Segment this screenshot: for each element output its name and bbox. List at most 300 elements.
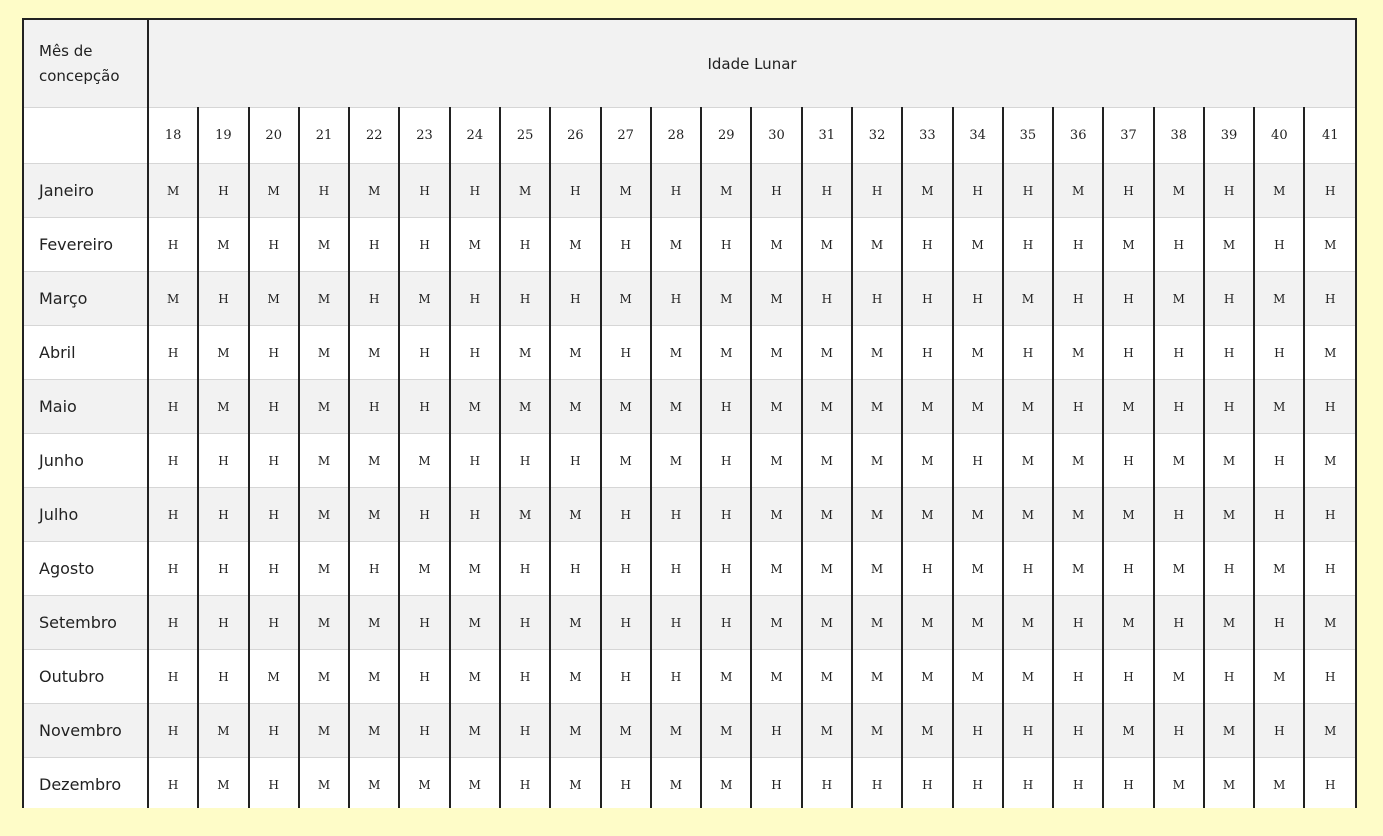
gender-cell: M <box>1003 488 1053 542</box>
age-header-cell: 32 <box>852 108 902 164</box>
gender-cell: H <box>1103 758 1153 809</box>
gender-cell: M <box>198 704 248 758</box>
gender-cell: H <box>1053 650 1103 704</box>
gender-cell: H <box>701 380 751 434</box>
gender-cell: H <box>399 650 449 704</box>
gender-cell: M <box>701 326 751 380</box>
gender-cell: H <box>1304 758 1355 809</box>
gender-cell: M <box>902 434 952 488</box>
gender-cell: M <box>1154 758 1204 809</box>
gender-cell: M <box>1103 596 1153 650</box>
gender-cell: M <box>1204 488 1254 542</box>
gender-cell: H <box>1154 326 1204 380</box>
gender-cell: M <box>902 650 952 704</box>
gender-cell: M <box>1053 326 1103 380</box>
gender-cell: M <box>1254 542 1304 596</box>
gender-cell: H <box>601 326 651 380</box>
gender-cell: H <box>550 434 600 488</box>
gender-cell: M <box>1103 380 1153 434</box>
gender-cell: M <box>399 434 449 488</box>
gender-cell: M <box>953 488 1003 542</box>
gender-cell: M <box>701 758 751 809</box>
gender-cell: M <box>349 326 399 380</box>
gender-cell: M <box>601 380 651 434</box>
gender-cell: H <box>450 488 500 542</box>
gender-cell: M <box>1003 434 1053 488</box>
gender-cell: H <box>148 488 198 542</box>
gender-cell: H <box>953 434 1003 488</box>
gender-cell: H <box>802 272 852 326</box>
gender-cell: H <box>249 434 299 488</box>
age-header-cell: 21 <box>299 108 349 164</box>
gender-cell: M <box>953 596 1003 650</box>
gender-cell: H <box>1304 542 1355 596</box>
gender-cell: M <box>299 326 349 380</box>
gender-cell: H <box>349 380 399 434</box>
gender-cell: M <box>500 488 550 542</box>
gender-cell: M <box>802 650 852 704</box>
gender-cell: H <box>450 272 500 326</box>
age-header-cell: 38 <box>1154 108 1204 164</box>
gender-cell: M <box>550 380 600 434</box>
gender-cell: H <box>148 218 198 272</box>
gender-cell: H <box>399 218 449 272</box>
month-label: Maio <box>24 380 148 434</box>
gender-cell: M <box>1254 380 1304 434</box>
gender-cell: M <box>299 434 349 488</box>
gender-cell: M <box>198 758 248 809</box>
age-header-cell: 24 <box>450 108 500 164</box>
gender-cell: M <box>1003 380 1053 434</box>
gender-cell: H <box>1254 218 1304 272</box>
gender-cell: H <box>1204 164 1254 218</box>
gender-cell: M <box>1204 704 1254 758</box>
gender-cell: M <box>751 272 801 326</box>
gender-cell: H <box>1003 542 1053 596</box>
gender-cell: H <box>1154 596 1204 650</box>
month-label: Novembro <box>24 704 148 758</box>
month-label: Dezembro <box>24 758 148 809</box>
age-header-cell: 20 <box>249 108 299 164</box>
gender-cell: M <box>299 596 349 650</box>
age-header-cell: 41 <box>1304 108 1355 164</box>
gender-cell: M <box>802 542 852 596</box>
table-row <box>24 596 1355 650</box>
gender-cell: H <box>198 596 248 650</box>
gender-cell: H <box>852 272 902 326</box>
gender-cell: M <box>349 596 399 650</box>
gender-cell: H <box>1003 164 1053 218</box>
gender-cell: M <box>802 704 852 758</box>
gender-cell: M <box>249 164 299 218</box>
month-label: Abril <box>24 326 148 380</box>
gender-cell: H <box>249 704 299 758</box>
gender-cell: M <box>1003 596 1053 650</box>
gender-cell: M <box>299 704 349 758</box>
gender-cell: M <box>852 326 902 380</box>
gender-cell: M <box>802 380 852 434</box>
gender-cell: M <box>601 434 651 488</box>
gender-cell: H <box>1204 272 1254 326</box>
gender-cell: M <box>500 380 550 434</box>
gender-cell: M <box>852 542 902 596</box>
month-column-header: Mês de concepção <box>24 20 148 108</box>
gender-cell: H <box>1103 326 1153 380</box>
gender-cell: H <box>1254 326 1304 380</box>
gender-cell: H <box>651 650 701 704</box>
gender-cell: H <box>1003 758 1053 809</box>
gender-cell: M <box>953 380 1003 434</box>
gender-cell: H <box>550 164 600 218</box>
gender-cell: M <box>1204 218 1254 272</box>
gender-cell: M <box>299 542 349 596</box>
gender-cell: M <box>751 488 801 542</box>
table-row <box>24 380 1355 434</box>
month-label: Julho <box>24 488 148 542</box>
gender-cell: H <box>1154 218 1204 272</box>
gender-cell: M <box>802 326 852 380</box>
gender-cell: M <box>701 704 751 758</box>
gender-cell: H <box>751 704 801 758</box>
gender-cell: M <box>953 218 1003 272</box>
gender-cell: M <box>399 272 449 326</box>
gender-cell: H <box>249 326 299 380</box>
gender-cell: H <box>1053 272 1103 326</box>
gender-cell: M <box>902 164 952 218</box>
table-row <box>24 488 1355 542</box>
gender-cell: H <box>601 650 651 704</box>
gender-cell: H <box>1154 380 1204 434</box>
gender-cell: M <box>349 488 399 542</box>
gender-cell: M <box>601 272 651 326</box>
gender-cell: H <box>148 326 198 380</box>
gender-cell: H <box>601 488 651 542</box>
gender-cell: H <box>601 758 651 809</box>
gender-cell: M <box>902 488 952 542</box>
gender-cell: H <box>1053 758 1103 809</box>
gender-cell: M <box>349 434 399 488</box>
gender-cell: H <box>1053 218 1103 272</box>
gender-cell: H <box>953 704 1003 758</box>
gender-cell: H <box>399 164 449 218</box>
gender-cell: M <box>450 380 500 434</box>
gender-cell: H <box>1003 326 1053 380</box>
gender-cell: M <box>1204 758 1254 809</box>
gender-cell: H <box>953 758 1003 809</box>
gender-cell: M <box>953 650 1003 704</box>
gender-cell: H <box>701 218 751 272</box>
gender-cell: H <box>550 272 600 326</box>
gender-cell: M <box>1053 164 1103 218</box>
gender-chart-table-frame <box>22 18 1357 808</box>
age-header-cell: 34 <box>953 108 1003 164</box>
gender-cell: H <box>1154 488 1204 542</box>
gender-cell: H <box>651 596 701 650</box>
gender-cell: H <box>802 164 852 218</box>
gender-cell: H <box>148 434 198 488</box>
gender-cell: M <box>399 758 449 809</box>
gender-cell: H <box>148 596 198 650</box>
month-label: Outubro <box>24 650 148 704</box>
gender-cell: M <box>299 650 349 704</box>
gender-cell: M <box>1053 488 1103 542</box>
gender-cell: H <box>399 326 449 380</box>
gender-cell: H <box>198 488 248 542</box>
age-header-cell: 22 <box>349 108 399 164</box>
gender-cell: M <box>399 542 449 596</box>
table-row <box>24 434 1355 488</box>
gender-cell: M <box>1053 434 1103 488</box>
gender-cell: H <box>500 704 550 758</box>
gender-cell: H <box>601 542 651 596</box>
gender-cell: M <box>550 758 600 809</box>
age-header-cell: 25 <box>500 108 550 164</box>
gender-cell: M <box>550 650 600 704</box>
gender-cell: M <box>550 704 600 758</box>
gender-cell: H <box>249 542 299 596</box>
gender-cell: M <box>1254 164 1304 218</box>
gender-cell: H <box>852 758 902 809</box>
gender-cell: H <box>148 758 198 809</box>
gender-cell: M <box>349 164 399 218</box>
gender-cell: H <box>902 218 952 272</box>
table-row <box>24 164 1355 218</box>
age-header-cell: 28 <box>651 108 701 164</box>
gender-cell: M <box>852 596 902 650</box>
gender-cell: M <box>349 758 399 809</box>
gender-cell: H <box>198 434 248 488</box>
gender-cell: H <box>651 488 701 542</box>
gender-cell: H <box>148 650 198 704</box>
month-label: Janeiro <box>24 164 148 218</box>
gender-cell: H <box>500 434 550 488</box>
gender-cell: M <box>953 326 1003 380</box>
gender-cell: H <box>651 164 701 218</box>
table-row <box>24 704 1355 758</box>
gender-cell: H <box>198 650 248 704</box>
gender-cell: H <box>902 542 952 596</box>
gender-cell: M <box>1103 704 1153 758</box>
gender-cell: H <box>1204 326 1254 380</box>
gender-cell: H <box>500 758 550 809</box>
age-header-cell: 36 <box>1053 108 1103 164</box>
gender-cell: H <box>701 596 751 650</box>
gender-cell: H <box>651 272 701 326</box>
gender-cell: H <box>249 488 299 542</box>
gender-cell: M <box>802 596 852 650</box>
month-label: Setembro <box>24 596 148 650</box>
gender-cell: M <box>299 488 349 542</box>
gender-cell: M <box>1204 596 1254 650</box>
age-header-cell: 39 <box>1204 108 1254 164</box>
gender-cell: H <box>1254 488 1304 542</box>
gender-cell: H <box>299 164 349 218</box>
gender-cell: H <box>349 272 399 326</box>
gender-cell: M <box>751 434 801 488</box>
age-header-cell: 37 <box>1103 108 1153 164</box>
gender-cell: H <box>902 272 952 326</box>
gender-cell: M <box>148 164 198 218</box>
gender-cell: H <box>1003 218 1053 272</box>
gender-cell: H <box>953 164 1003 218</box>
gender-cell: H <box>450 326 500 380</box>
gender-cell: H <box>1103 542 1153 596</box>
gender-cell: M <box>852 380 902 434</box>
gender-cell: H <box>249 596 299 650</box>
gender-cell: H <box>399 704 449 758</box>
gender-cell: M <box>902 596 952 650</box>
gender-cell: H <box>601 218 651 272</box>
gender-cell: M <box>1154 164 1204 218</box>
gender-cell: H <box>1053 596 1103 650</box>
gender-cell: M <box>601 704 651 758</box>
gender-cell: M <box>249 272 299 326</box>
gender-cell: M <box>1154 272 1204 326</box>
gender-cell: M <box>1304 434 1355 488</box>
gender-cell: M <box>1254 272 1304 326</box>
age-header-cell: 18 <box>148 108 198 164</box>
gender-cell: H <box>953 272 1003 326</box>
gender-cell: H <box>1304 488 1355 542</box>
gender-cell: M <box>1003 272 1053 326</box>
gender-cell: H <box>450 434 500 488</box>
gender-cell: M <box>601 164 651 218</box>
gender-cell: H <box>148 542 198 596</box>
gender-cell: H <box>902 758 952 809</box>
gender-cell: H <box>1103 434 1153 488</box>
lunar-age-header: Idade Lunar <box>148 20 1355 108</box>
age-header-cell: 40 <box>1254 108 1304 164</box>
gender-cell: H <box>1304 380 1355 434</box>
gender-cell: M <box>299 272 349 326</box>
gender-cell: M <box>1154 434 1204 488</box>
gender-cell: H <box>1304 650 1355 704</box>
gender-cell: H <box>550 542 600 596</box>
gender-cell: M <box>450 596 500 650</box>
gender-cell: M <box>1304 596 1355 650</box>
gender-cell: M <box>651 218 701 272</box>
age-header-cell: 30 <box>751 108 801 164</box>
gender-cell: M <box>550 596 600 650</box>
gender-cell: H <box>1053 704 1103 758</box>
gender-cell: H <box>500 650 550 704</box>
gender-cell: M <box>852 488 902 542</box>
age-header-cell: 27 <box>601 108 651 164</box>
gender-cell: M <box>751 326 801 380</box>
gender-cell: H <box>349 218 399 272</box>
gender-cell: M <box>651 434 701 488</box>
gender-cell: H <box>701 542 751 596</box>
gender-cell: M <box>701 650 751 704</box>
gender-cell: M <box>701 164 751 218</box>
gender-cell: H <box>1254 704 1304 758</box>
gender-cell: H <box>198 164 248 218</box>
gender-cell: H <box>148 380 198 434</box>
gender-cell: H <box>751 758 801 809</box>
gender-cell: M <box>802 434 852 488</box>
gender-cell: H <box>902 326 952 380</box>
gender-cell: M <box>852 218 902 272</box>
header-row <box>24 20 1355 108</box>
table-row <box>24 272 1355 326</box>
gender-cell: H <box>1154 704 1204 758</box>
gender-cell: H <box>249 218 299 272</box>
gender-cell: H <box>701 488 751 542</box>
age-header-cell: 31 <box>802 108 852 164</box>
age-header-cell: 19 <box>198 108 248 164</box>
gender-cell: H <box>1204 380 1254 434</box>
gender-cell: M <box>198 326 248 380</box>
gender-cell: M <box>1304 218 1355 272</box>
gender-cell: M <box>450 650 500 704</box>
gender-cell: H <box>1204 542 1254 596</box>
gender-cell: H <box>249 758 299 809</box>
age-header-cell: 33 <box>902 108 952 164</box>
gender-cell: M <box>349 704 399 758</box>
gender-cell: M <box>1304 326 1355 380</box>
gender-cell: M <box>802 488 852 542</box>
gender-cell: H <box>399 596 449 650</box>
gender-cell: M <box>249 650 299 704</box>
gender-cell: M <box>1304 704 1355 758</box>
table-row <box>24 326 1355 380</box>
table-row <box>24 758 1355 809</box>
age-row <box>24 108 1355 164</box>
gender-cell: H <box>1103 272 1153 326</box>
gender-cell: M <box>651 380 701 434</box>
gender-cell: H <box>399 380 449 434</box>
gender-cell: H <box>349 542 399 596</box>
gender-cell: H <box>1103 164 1153 218</box>
gender-cell: H <box>852 164 902 218</box>
gender-cell: M <box>299 758 349 809</box>
gender-cell: M <box>1003 650 1053 704</box>
gender-cell: M <box>902 380 952 434</box>
gender-cell: M <box>299 218 349 272</box>
gender-cell: H <box>500 218 550 272</box>
gender-cell: H <box>701 434 751 488</box>
month-label: Junho <box>24 434 148 488</box>
age-header-cell: 23 <box>399 108 449 164</box>
gender-cell: H <box>1103 650 1153 704</box>
gender-chart-table <box>24 20 1355 808</box>
gender-cell: M <box>1103 218 1153 272</box>
gender-cell: M <box>751 542 801 596</box>
gender-cell: M <box>852 704 902 758</box>
gender-cell: H <box>399 488 449 542</box>
age-header-cell: 35 <box>1003 108 1053 164</box>
gender-cell: M <box>852 650 902 704</box>
gender-cell: M <box>198 218 248 272</box>
gender-cell: M <box>450 758 500 809</box>
gender-cell: H <box>450 164 500 218</box>
gender-cell: M <box>751 596 801 650</box>
gender-cell: M <box>299 380 349 434</box>
gender-cell: M <box>1103 488 1153 542</box>
gender-cell: H <box>1003 704 1053 758</box>
gender-cell: H <box>651 542 701 596</box>
gender-cell: M <box>1204 434 1254 488</box>
gender-cell: M <box>1154 542 1204 596</box>
gender-cell: M <box>1154 650 1204 704</box>
gender-cell: M <box>550 488 600 542</box>
gender-cell: H <box>198 272 248 326</box>
gender-cell: M <box>550 326 600 380</box>
gender-cell: M <box>651 704 701 758</box>
gender-cell: M <box>751 218 801 272</box>
gender-cell: M <box>500 164 550 218</box>
gender-cell: H <box>1053 380 1103 434</box>
